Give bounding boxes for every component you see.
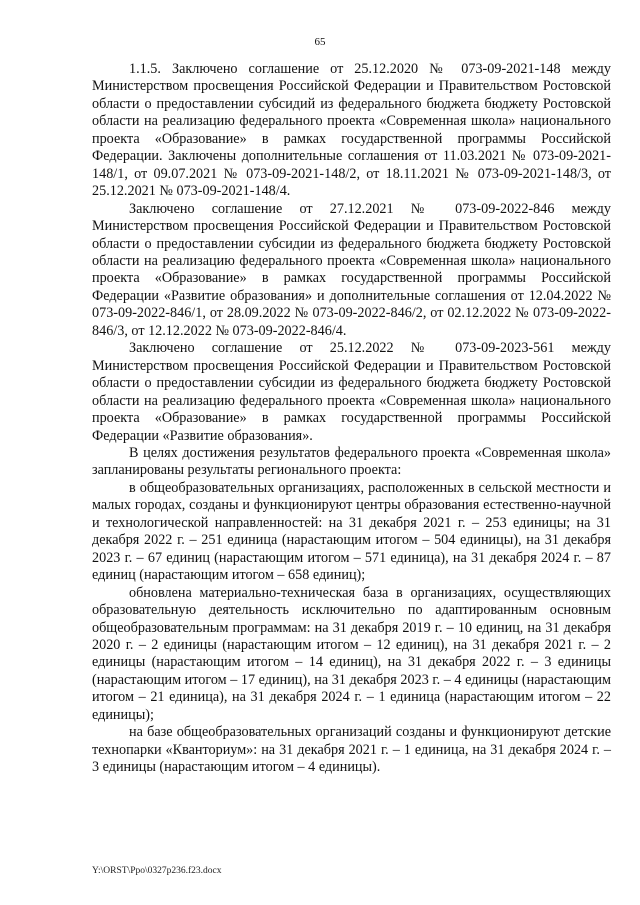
paragraph-agreement-2022: Заключено соглашение от 25.12.2022 № 073-09-2023-561 между Министерством просвещения Российской Федерации и Правительством Ростовской области о предоставлении субсидии из федерального бюджета бюджету Ростовской области на реализацию федерального проекта «Современная школа» национального проекта «Образование» в рамках государственной программы Российской Федерации «Развитие образования». [92, 340, 611, 444]
paragraph-result-material-base: обновлена материально-техническая база в организациях, осуществляющих образовательную деятельность исключительно по адаптированным основным общеобразовательным программам: на 31 декабря 2019 г. – 10 единиц, на 31 декабря 2020 г. – 2 единицы (нарастающим итогом – 12 единиц), на 31 декабря 2021 г. – 2 единицы (нарастающим итогом – 14 единиц), на 31 декабря 2022 г. – 3 единицы (нарастающим итогом – 17 единиц), на 31 декабря 2023 г. – 4 единицы (нарастающим итогом – 21 единица), на 31 декабря 2024 г. – 1 единица (нарастающим итогом – 22 единицы); [92, 584, 611, 723]
paragraph-agreement-2020: 1.1.5. Заключено соглашение от 25.12.2020 № 073-09-2021-148 между Министерством просвещения Российской Федерации и Правительством Ростовской области о предоставлении субсидий из федерального бюджета бюджету Ростовской области на реализацию федерального проекта «Современная школа» национального проекта «Образование» в рамках государственной программы Российской Федерации. Заключены дополнительные соглашения от 11.03.2021 № 073-09-2021-148/1, от 09.07.2021 № 073-09-2021-148/2, от 18.11.2021 № 073-09-2021-148/3, от 25.12.2021 № 073-09-2021-148/4. [92, 61, 611, 200]
document-body [92, 61, 611, 777]
paragraph-agreement-2021: Заключено соглашение от 27.12.2021 № 073-09-2022-846 между Министерством просвещения Российской Федерации и Правительством Ростовской области о предоставлении субсидии из федерального бюджета бюджету Ростовской области на реализацию федерального проекта «Современная школа» национального проекта «Образование» в рамках государственной программы Российской Федерации «Развитие образования» и дополнительные соглашения от 12.04.2022 № 073-09-2022-846/1, от 28.09.2022 № 073-09-2022-846/2, от 02.12.2022 № 073-09-2022-846/3, от 12.12.2022 № 073-09-2022-846/4. [92, 200, 611, 339]
paragraph-results-intro: В целях достижения результатов федерального проекта «Современная школа» запланированы результаты регионального проекта: [92, 444, 611, 479]
file-path-footer: Y:\ORST\Ppo\0327p236.f23.docx [92, 866, 222, 876]
page-number: 65 [314, 36, 326, 48]
paragraph-result-centers: в общеобразовательных организациях, расположенных в сельской местности и малых городах, созданы и функционируют центры образования естественно-научной и технологической направленностей: на 31 декабря 2021 г. – 253 единицы; на 31 декабря 2022 г. – 251 единица (нарастающим итогом – 504 единицы), на 31 декабря 2023 г. – 67 единиц (нарастающим итогом – 571 единица), на 31 декабря 2024 г. – 87 единиц (нарастающим итогом – 658 единиц); [92, 479, 611, 584]
paragraph-result-technoparks: на базе общеобразовательных организаций созданы и функционируют детские технопарки «Кванториум»: на 31 декабря 2021 г. – 1 единица, на 31 декабря 2024 г. – 3 единицы (нарастающим итогом – 4 единицы). [92, 724, 611, 776]
